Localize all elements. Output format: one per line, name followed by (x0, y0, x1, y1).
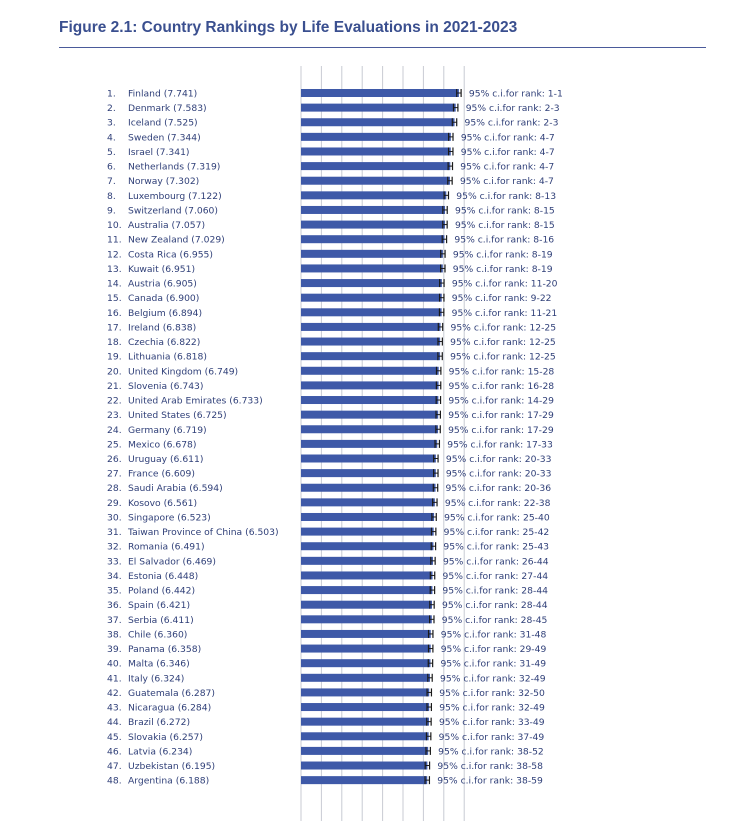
bar (301, 718, 429, 726)
country-label: Slovakia (6.257) (128, 731, 203, 743)
rank-label: 5. (107, 146, 116, 158)
country-label: Nicaragua (6.284) (128, 702, 212, 714)
rank-label: 26. (107, 454, 122, 465)
country-label: Serbia (6.411) (128, 614, 194, 626)
rank-label: 25. (107, 439, 122, 451)
rank-label: 42. (107, 687, 122, 699)
rank-label: 8. (107, 190, 116, 202)
country-label: United Kingdom (6.749) (128, 366, 239, 378)
rank-label: 35. (107, 585, 122, 597)
ci-label: 95% c.i.for rank: 4-7 (460, 132, 555, 144)
ci-label: 95% c.i.for rank: 28-44 (441, 600, 548, 612)
bar (301, 630, 431, 638)
ci-label: 95% c.i.for rank: 38-59 (437, 775, 543, 787)
country-label: Canada (6.900) (128, 293, 200, 305)
ci-label: 95% c.i.for rank: 38-52 (438, 746, 544, 758)
bar (301, 528, 434, 536)
bar (301, 147, 451, 155)
country-label: Lithuania (6.818) (128, 351, 207, 363)
rank-label: 18. (107, 337, 122, 349)
ci-label: 95% c.i.for rank: 20-33 (445, 468, 552, 480)
rank-label: 34. (107, 570, 122, 582)
bar (301, 542, 433, 550)
rank-label: 1. (107, 88, 116, 100)
bar (301, 221, 445, 229)
country-label: Israel (7.341) (128, 146, 190, 158)
rank-label: 27. (107, 468, 122, 480)
bar (301, 279, 442, 287)
bar (301, 177, 450, 185)
ci-label: 95% c.i.for rank: 8-15 (454, 220, 555, 232)
ci-label: 95% c.i.for rank: 31-49 (440, 658, 547, 670)
rank-label: 4. (107, 132, 116, 144)
bar (301, 557, 433, 565)
country-label: Mexico (6.678) (128, 439, 197, 451)
bar (301, 440, 437, 448)
ci-label: 95% c.i.for rank: 29-49 (440, 644, 547, 656)
ci-label: 95% c.i.for rank: 38-58 (437, 761, 543, 773)
ci-label: 95% c.i.for rank: 4-7 (460, 161, 555, 173)
ci-label: 95% c.i.for rank: 31-48 (440, 629, 547, 641)
ci-label: 95% c.i.for rank: 1-1 (468, 88, 563, 100)
bar (301, 688, 429, 696)
rank-label: 28. (107, 483, 122, 495)
rank-label: 48. (107, 775, 122, 787)
rank-label: 39. (107, 644, 122, 656)
ci-label: 95% c.i.for rank: 27-44 (442, 570, 549, 582)
ci-label: 95% c.i.for rank: 8-15 (455, 205, 555, 217)
ci-label: 95% c.i.for rank: 11-20 (451, 278, 558, 290)
rank-label: 45. (107, 731, 122, 743)
bars (301, 89, 461, 784)
ci-label: 95% c.i.for rank: 25-42 (443, 527, 550, 539)
bar (301, 338, 440, 346)
ci-label: 95% c.i.for rank: 32-49 (440, 673, 546, 685)
bar (301, 118, 455, 126)
rank-label: 22. (107, 395, 122, 407)
rank-label: 46. (107, 746, 122, 758)
ci-label: 95% c.i.for rank: 2-3 (464, 117, 559, 129)
country-label: Norway (7.302) (128, 176, 200, 188)
bar (301, 89, 459, 97)
bar (301, 732, 429, 740)
country-label: Czechia (6.822) (128, 337, 201, 349)
bar (301, 601, 432, 609)
ci-label: 95% c.i.for rank: 4-7 (459, 176, 554, 188)
country-label: Germany (6.719) (128, 424, 207, 436)
rank-label: 47. (107, 761, 122, 773)
ci-label: 95% c.i.for rank: 2-3 (465, 103, 560, 115)
bar (301, 571, 433, 579)
bar (301, 645, 431, 653)
rank-label: 20. (107, 366, 122, 378)
bar (301, 352, 440, 360)
bar (301, 235, 444, 243)
ci-label: 95% c.i.for rank: 28-45 (441, 614, 548, 626)
rank-label: 3. (107, 117, 116, 129)
bar (301, 586, 432, 594)
ci-label: 95% c.i.for rank: 26-44 (442, 556, 549, 568)
rank-label: 19. (107, 351, 122, 363)
rank-label: 16. (107, 307, 122, 319)
country-label: Brazil (6.272) (128, 717, 191, 729)
country-label: Luxembourg (7.122) (128, 190, 222, 202)
ci-label: 95% c.i.for rank: 8-19 (452, 263, 553, 275)
country-label: Costa Rica (6.955) (128, 249, 213, 261)
ci-label: 95% c.i.for rank: 15-28 (448, 366, 555, 378)
bar (301, 674, 430, 682)
bar (301, 484, 436, 492)
bar (301, 264, 443, 272)
bar (301, 396, 438, 404)
rank-label: 36. (107, 600, 122, 612)
rank-label: 31. (107, 527, 122, 539)
figure-title: Figure 2.1: Country Rankings by Life Evaluations in 2021-2023 (59, 19, 518, 36)
bar (301, 323, 440, 331)
ci-label: 95% c.i.for rank: 37-49 (438, 731, 545, 743)
country-label: Austria (6.905) (128, 278, 197, 290)
bar (301, 133, 451, 141)
ci-label: 95% c.i.for rank: 8-13 (456, 190, 557, 202)
ci-label: 95% c.i.for rank: 28-44 (442, 585, 549, 597)
ci-label: 95% c.i.for rank: 12-25 (450, 337, 556, 349)
ci-label: 95% c.i.for rank: 11-21 (451, 307, 558, 319)
ci-label: 95% c.i.for rank: 14-29 (448, 395, 554, 407)
rank-label: 44. (107, 717, 122, 729)
rank-label: 38. (107, 629, 122, 641)
bar (301, 659, 430, 667)
rank-label: 23. (107, 410, 122, 422)
bar (301, 367, 439, 375)
country-label: Kuwait (6.951) (128, 263, 196, 275)
bar (301, 455, 436, 463)
ci-label: 95% c.i.for rank: 8-19 (452, 249, 553, 261)
country-label: United States (6.725) (128, 410, 227, 422)
rank-label: 40. (107, 658, 122, 670)
country-label: Latvia (6.234) (128, 746, 193, 758)
country-label: Iceland (7.525) (128, 117, 198, 129)
ci-label: 95% c.i.for rank: 12-25 (450, 322, 557, 334)
country-label: Slovenia (6.743) (128, 380, 204, 392)
ci-label: 95% c.i.for rank: 25-40 (444, 512, 550, 524)
bar (301, 162, 450, 170)
ci-label: 95% c.i.for rank: 9-22 (451, 293, 552, 305)
country-label: Guatemala (6.287) (128, 687, 215, 699)
country-label: Finland (7.741) (128, 88, 198, 100)
bar (301, 104, 456, 112)
ci-label: 95% c.i.for rank: 33-49 (438, 717, 545, 729)
bar (301, 513, 434, 521)
rank-label: 13. (107, 263, 122, 275)
bar (301, 308, 442, 316)
bar (301, 747, 428, 755)
bar (301, 469, 436, 477)
country-label: Estonia (6.448) (128, 570, 199, 582)
bar (301, 776, 427, 784)
rank-label: 11. (107, 234, 122, 246)
country-label: Kosovo (6.561) (128, 497, 198, 509)
rank-label: 29. (107, 497, 122, 509)
country-label: Singapore (6.523) (128, 512, 211, 524)
country-label: Netherlands (7.319) (128, 161, 221, 173)
country-label: Argentina (6.188) (128, 775, 210, 787)
ci-label: 95% c.i.for rank: 22-38 (444, 497, 551, 509)
rank-label: 24. (107, 424, 122, 436)
ci-label: 95% c.i.for rank: 4-7 (460, 146, 555, 158)
ci-label: 95% c.i.for rank: 17-29 (448, 410, 554, 422)
country-label: Sweden (7.344) (128, 132, 201, 144)
ci-label: 95% c.i.for rank: 20-33 (445, 454, 552, 465)
country-label: Malta (6.346) (128, 658, 190, 670)
ci-label: 95% c.i.for rank: 17-33 (447, 439, 553, 451)
rank-label: 17. (107, 322, 122, 334)
rank-label: 30. (107, 512, 122, 524)
ci-label: 95% c.i.for rank: 20-36 (445, 483, 552, 495)
country-label: Belgium (6.894) (128, 307, 203, 319)
rank-label: 6. (107, 161, 116, 173)
country-label: United Arab Emirates (6.733) (128, 395, 263, 407)
country-label: Spain (6.421) (128, 600, 191, 612)
rank-label: 10. (107, 220, 122, 232)
bar (301, 762, 427, 770)
bar (301, 703, 429, 711)
country-label: Ireland (6.838) (128, 322, 197, 334)
rank-label: 7. (107, 176, 116, 188)
bar (301, 206, 445, 214)
country-label: Denmark (7.583) (128, 103, 207, 115)
rank-label: 15. (107, 293, 122, 305)
ci-label: 95% c.i.for rank: 32-49 (439, 702, 545, 714)
ci-label: 95% c.i.for rank: 12-25 (450, 351, 556, 363)
rank-label: 32. (107, 541, 122, 553)
rank-label: 33. (107, 556, 122, 568)
bar (301, 381, 439, 389)
country-label: Taiwan Province of China (6.503) (128, 527, 279, 539)
rank-label: 43. (107, 702, 122, 714)
country-label: France (6.609) (128, 468, 195, 480)
country-label: Italy (6.324) (128, 673, 185, 685)
ci-label: 95% c.i.for rank: 17-29 (448, 424, 554, 436)
bar (301, 425, 438, 433)
bar (301, 411, 438, 419)
country-label: Panama (6.358) (128, 644, 202, 656)
rank-label: 37. (107, 614, 122, 626)
country-label: Poland (6.442) (128, 585, 196, 597)
ci-label: 95% c.i.for rank: 32-50 (439, 687, 545, 699)
rank-label: 2. (107, 103, 116, 115)
bar (301, 250, 443, 258)
bar (301, 294, 442, 302)
country-label: Uruguay (6.611) (128, 454, 204, 465)
ci-label: 95% c.i.for rank: 16-28 (448, 380, 555, 392)
ci-label: 95% c.i.for rank: 8-16 (454, 234, 555, 246)
country-label: Chile (6.360) (128, 629, 188, 641)
country-label: Switzerland (7.060) (128, 205, 218, 217)
country-label: Australia (7.057) (128, 220, 206, 232)
rank-label: 12. (107, 249, 122, 261)
country-label: Saudi Arabia (6.594) (128, 483, 223, 495)
country-label: New Zealand (7.029) (128, 234, 225, 246)
country-label: Romania (6.491) (128, 541, 205, 553)
rank-label: 14. (107, 278, 122, 290)
bar (301, 191, 446, 199)
country-label: El Salvador (6.469) (128, 556, 216, 568)
rank-label: 21. (107, 380, 122, 392)
bar (301, 615, 432, 623)
rank-label: 41. (107, 673, 122, 685)
rank-label: 9. (107, 205, 116, 217)
country-label: Uzbekistan (6.195) (128, 761, 216, 773)
ci-label: 95% c.i.for rank: 25-43 (443, 541, 550, 553)
bar (301, 498, 435, 506)
